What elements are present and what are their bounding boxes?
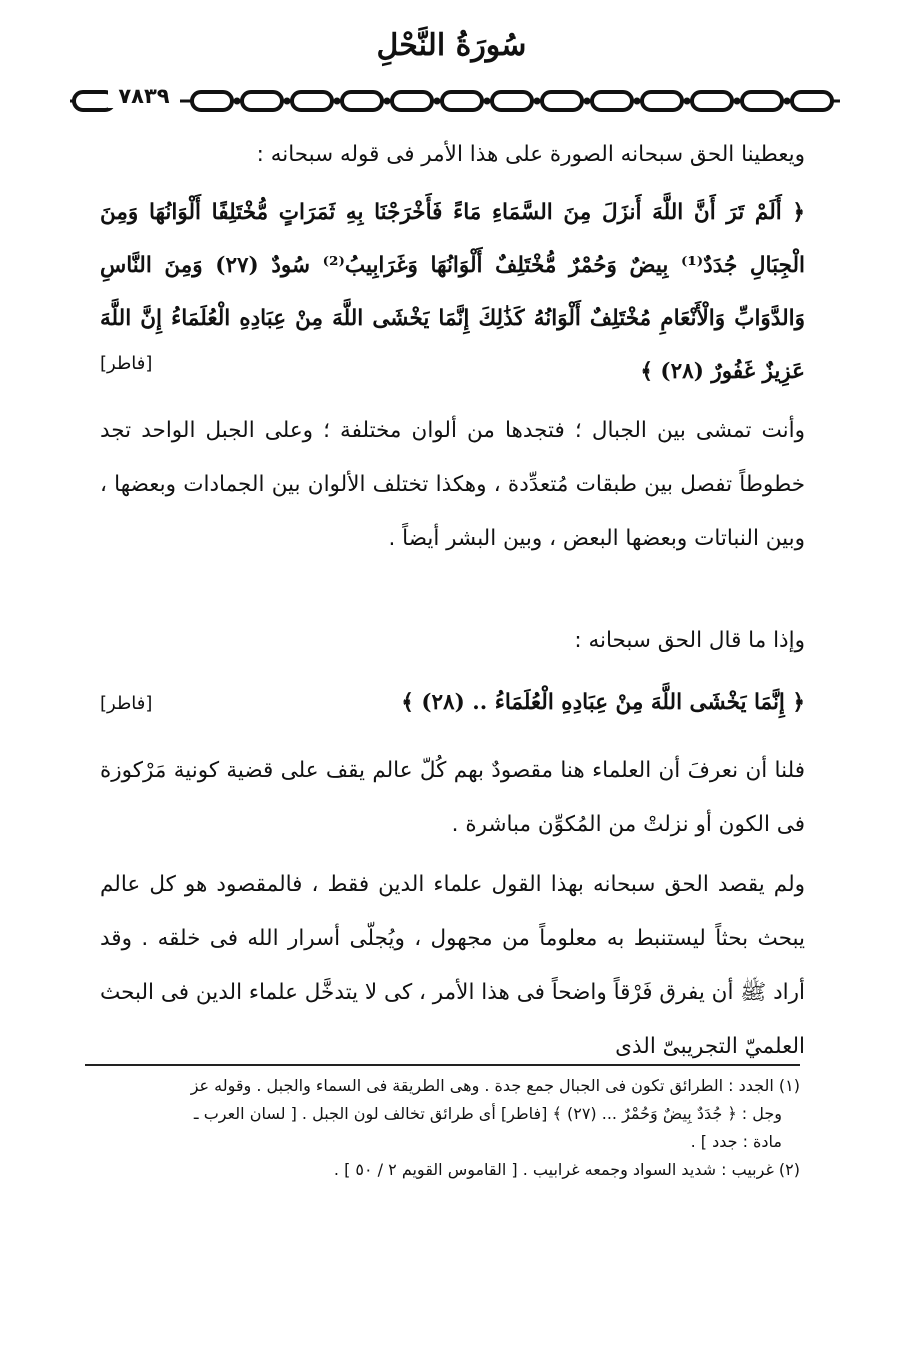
surah-title: سُورَةُ النَّحْلِ	[376, 28, 527, 63]
paragraph-religion-scholars: ولم يقصد الحق سبحانه بهذا القول علماء الدين فقط ، فالمقصود هو كل عالم يبحث بحثاً ليستنبط به معلوماً من مجهول ، ويُجلّى أسرار الله فى خلقه . وقد أراد ﷺ أن يفرق فَرْقاً واضحاً فى هذا الأمر ، كى لا يتدخَّل علماء الدين فى البحث العلميّ التجريبىّ الذى	[100, 872, 805, 1059]
paragraph-scholars: فلنا أن نعرفَ أن العلماء هنا مقصودٌ بهم كُلّ عالم يقف على قضية كونية مَرْكوزة فى الكون أو نزلتْ من المُكوِّن مباشرة .	[100, 758, 805, 837]
verse-reference-2: [فاطر]	[100, 693, 153, 714]
intro-paragraph: ويعطينا الحق سبحانه الصورة على هذا الأمر فى قوله سبحانه :	[256, 142, 805, 167]
footnote-1-line-2: وجل : ﴿ جُدَدٌ بِيضٌ وَحُمْرٌ ... (٢٧) ﴾ [فاطر] أى طرائق تخالف لون الجبل . [ لسان العرب ـ	[193, 1104, 782, 1123]
footnote-1-line-3: مادة : جدد ] .	[690, 1132, 782, 1151]
page-number: ٧٨٣٩	[108, 84, 180, 108]
ornamental-band	[70, 88, 840, 114]
paragraph-when-said: وإذا ما قال الحق سبحانه :	[574, 628, 805, 653]
quran-verse-fatir-28: ﴿ إِنَّمَا يَخْشَى اللَّهَ مِنْ عِبَادِهِ الْعُلَمَاءُ .. (٢٨) ﴾	[401, 690, 805, 715]
footnote-2: (٢) غربيب : شديد السواد وجمعه غرابيب . [ القاموس القويم ٢ / ٥٠ ] .	[333, 1160, 800, 1179]
footnote-separator	[85, 1064, 800, 1066]
footnote-1-line-1: (١) الجدد : الطرائق تكون فى الجبال جمع جدة . وهى الطريقة فى السماء والجبل . وقوله عز	[190, 1076, 800, 1095]
quran-verse-fatir-27-28: ﴿ أَلَمْ تَرَ أَنَّ اللَّهَ أَنزَلَ مِنَ السَّمَاءِ مَاءً فَأَخْرَجْنَا بِهِ ثَمَرَاتٍ مُّخْتَلِفًا أَلْوَانُهَا وَمِنَ الْجِبَالِ جُدَدٌ⁽¹⁾ بِيضٌ وَحُمْرٌ مُّخْتَلِفٌ أَلْوَانُهَا وَغَرَابِيبُ⁽²⁾ سُودٌ (٢٧) وَمِنَ النَّاسِ وَالدَّوَابِّ وَالْأَنْعَامِ مُخْتَلِفٌ أَلْوَانُهُ كَذَٰلِكَ إِنَّمَا يَخْشَى اللَّهَ مِنْ عِبَادِهِ الْعُلَمَاءُ إِنَّ اللَّهَ عَزِيزٌ غَفُورٌ (٢٨) ﴾	[100, 200, 805, 384]
verse-reference: [فاطر]	[100, 353, 153, 374]
paragraph-mountains: وأنت تمشى بين الجبال ؛ فتجدها من ألوان مختلفة ؛ وعلى الجبل الواحد تجد خطوطاً تفصل بين طبقات مُتعدِّدة ، وهكذا تختلف الألوان بين الجمادات وبعضها ، وبين النباتات وبعضها البعض ، وبين البشر أيضاً .	[100, 418, 805, 551]
footnotes	[85, 1072, 800, 1184]
